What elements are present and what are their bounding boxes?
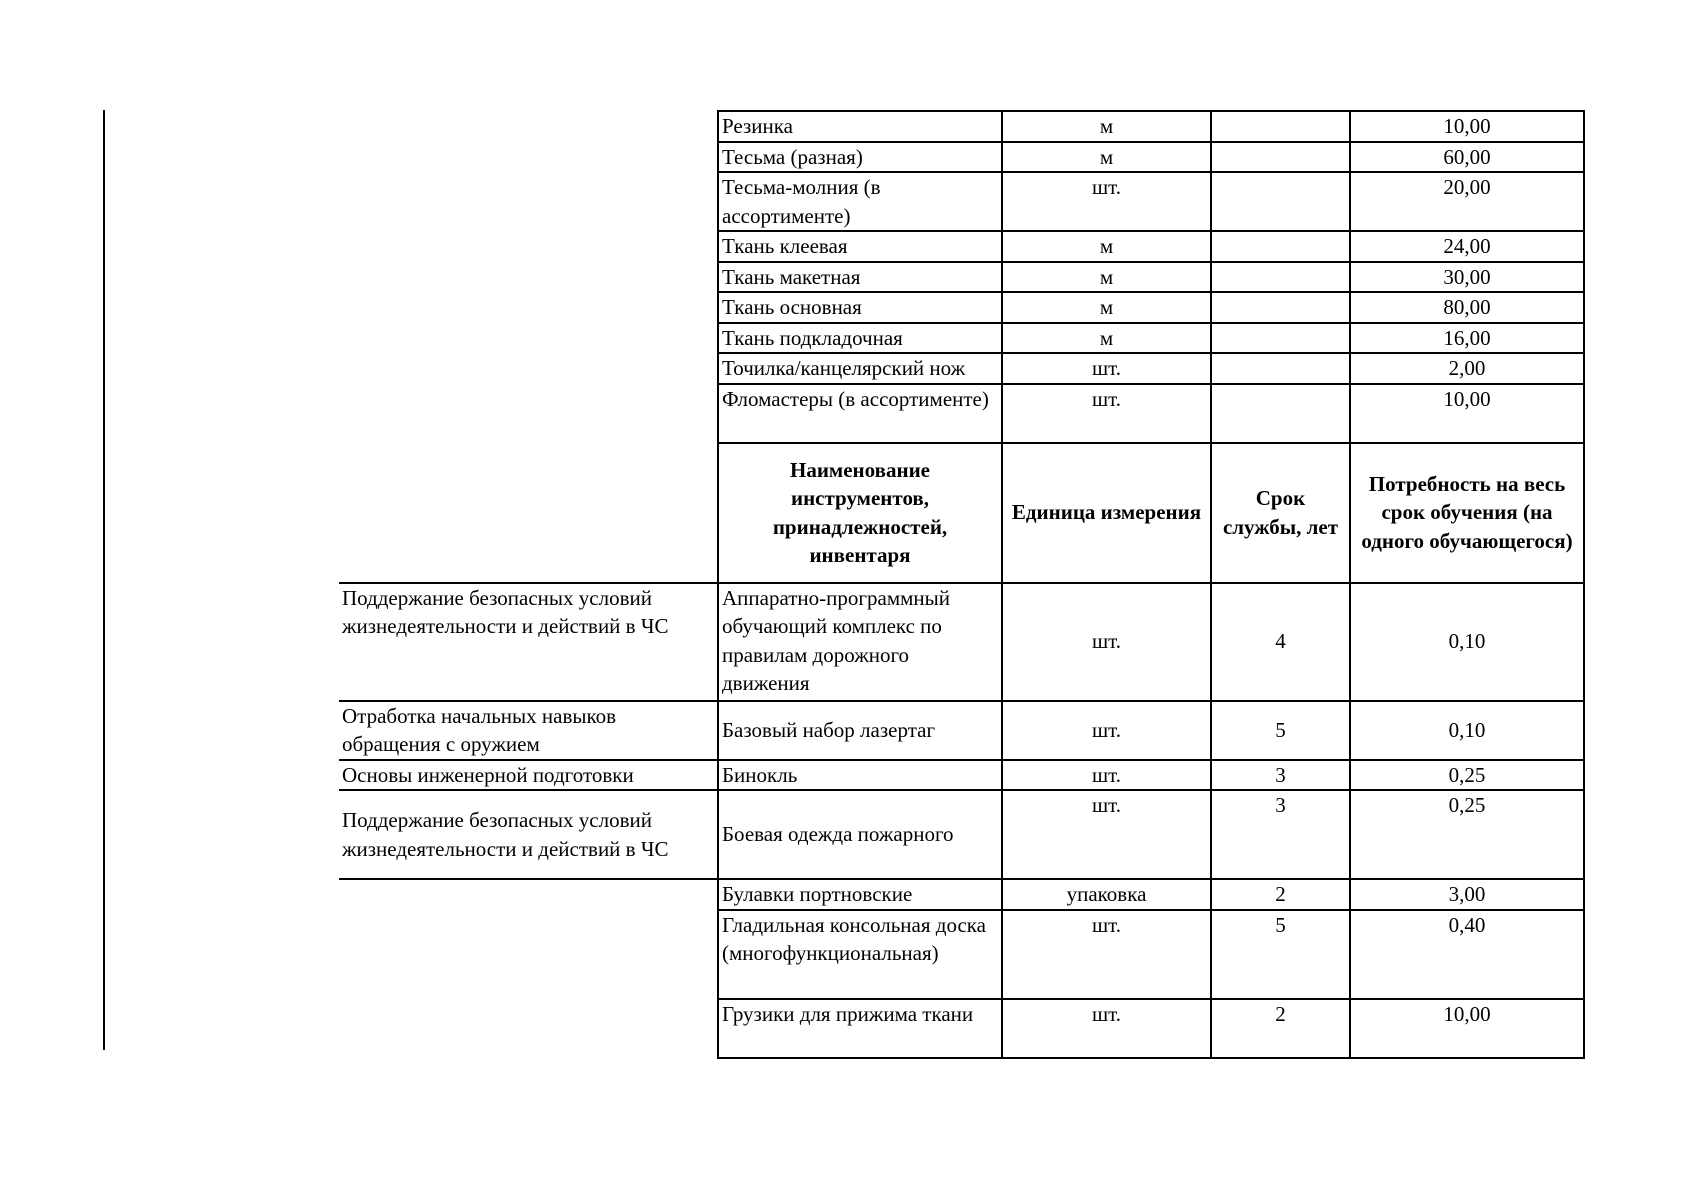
item-service-life: 4 bbox=[1211, 583, 1350, 701]
item-need: 16,00 bbox=[1350, 323, 1584, 354]
table-row bbox=[339, 701, 1584, 760]
section-cell bbox=[339, 879, 718, 1058]
section-cell: Основы инженерной подготовки bbox=[339, 760, 718, 791]
table-row bbox=[339, 111, 1584, 142]
section-cell: Поддержание безопасных условий жизнедеятельности и действий в ЧС bbox=[339, 790, 718, 879]
item-name: Ткань подкладочная bbox=[718, 323, 1002, 354]
item-unit: шт. bbox=[1002, 760, 1211, 791]
item-service-life bbox=[1211, 262, 1350, 293]
item-name: Ткань макетная bbox=[718, 262, 1002, 293]
item-need: 10,00 bbox=[1350, 384, 1584, 443]
item-need: 2,00 bbox=[1350, 353, 1584, 384]
item-service-life bbox=[1211, 292, 1350, 323]
item-need: 24,00 bbox=[1350, 231, 1584, 262]
item-unit: шт. bbox=[1002, 172, 1211, 231]
table-row bbox=[339, 879, 1584, 910]
page-left-rule bbox=[103, 110, 105, 1050]
item-unit: м bbox=[1002, 323, 1211, 354]
item-unit: шт. bbox=[1002, 353, 1211, 384]
item-service-life bbox=[1211, 323, 1350, 354]
header-unit: Единица измерения bbox=[1002, 443, 1211, 583]
item-service-life bbox=[1211, 172, 1350, 231]
item-unit: м bbox=[1002, 231, 1211, 262]
item-name: Ткань основная bbox=[718, 292, 1002, 323]
item-service-life: 5 bbox=[1211, 701, 1350, 760]
item-unit: м bbox=[1002, 262, 1211, 293]
item-service-life: 3 bbox=[1211, 760, 1350, 791]
item-name: Гладильная консольная доска (многофункциональная) bbox=[718, 910, 1002, 999]
item-service-life: 5 bbox=[1211, 910, 1350, 999]
item-service-life bbox=[1211, 231, 1350, 262]
item-need: 0,10 bbox=[1350, 701, 1584, 760]
section-cell bbox=[339, 111, 718, 583]
header-name: Наименование инструментов, принадлежностей, инвентаря bbox=[718, 443, 1002, 583]
item-name: Точилка/канцелярский нож bbox=[718, 353, 1002, 384]
header-need: Потребность на весь срок обучения (на одного обучающегося) bbox=[1350, 443, 1584, 583]
item-need: 20,00 bbox=[1350, 172, 1584, 231]
item-name: Грузики для прижима ткани bbox=[718, 999, 1002, 1058]
table-row bbox=[339, 760, 1584, 791]
item-name: Аппаратно-программный обучающий комплекс по правилам дорожного движения bbox=[718, 583, 1002, 701]
item-name: Тесьма (разная) bbox=[718, 142, 1002, 173]
section-cell: Отработка начальных навыков обращения с оружием bbox=[339, 701, 718, 760]
item-service-life bbox=[1211, 111, 1350, 142]
item-name: Боевая одежда пожарного bbox=[718, 790, 1002, 879]
item-unit: шт. bbox=[1002, 583, 1211, 701]
item-need: 80,00 bbox=[1350, 292, 1584, 323]
item-name: Бинокль bbox=[718, 760, 1002, 791]
table-row bbox=[339, 583, 1584, 701]
item-unit: шт. bbox=[1002, 384, 1211, 443]
item-name: Булавки портновские bbox=[718, 879, 1002, 910]
item-need: 0,25 bbox=[1350, 790, 1584, 879]
equipment-table bbox=[339, 110, 1585, 1059]
item-need: 60,00 bbox=[1350, 142, 1584, 173]
item-need: 30,00 bbox=[1350, 262, 1584, 293]
item-service-life: 2 bbox=[1211, 879, 1350, 910]
item-unit: м bbox=[1002, 111, 1211, 142]
item-need: 3,00 bbox=[1350, 879, 1584, 910]
item-service-life bbox=[1211, 384, 1350, 443]
section-cell: Поддержание безопасных условий жизнедеятельности и действий в ЧС bbox=[339, 583, 718, 701]
item-need: 10,00 bbox=[1350, 111, 1584, 142]
table-row bbox=[339, 790, 1584, 879]
item-unit: шт. bbox=[1002, 790, 1211, 879]
item-need: 0,10 bbox=[1350, 583, 1584, 701]
item-unit: м bbox=[1002, 292, 1211, 323]
item-name: Фломастеры (в ассортименте) bbox=[718, 384, 1002, 443]
item-unit: шт. bbox=[1002, 999, 1211, 1058]
item-need: 0,25 bbox=[1350, 760, 1584, 791]
item-need: 0,40 bbox=[1350, 910, 1584, 999]
item-service-life: 3 bbox=[1211, 790, 1350, 879]
item-name: Ткань клеевая bbox=[718, 231, 1002, 262]
item-name: Тесьма-молния (в ассортименте) bbox=[718, 172, 1002, 231]
item-unit: шт. bbox=[1002, 701, 1211, 760]
item-unit: шт. bbox=[1002, 910, 1211, 999]
item-unit: упаковка bbox=[1002, 879, 1211, 910]
item-service-life bbox=[1211, 142, 1350, 173]
item-name: Базовый набор лазертаг bbox=[718, 701, 1002, 760]
item-unit: м bbox=[1002, 142, 1211, 173]
item-need: 10,00 bbox=[1350, 999, 1584, 1058]
item-service-life: 2 bbox=[1211, 999, 1350, 1058]
item-service-life bbox=[1211, 353, 1350, 384]
item-name: Резинка bbox=[718, 111, 1002, 142]
header-service-life: Срок службы, лет bbox=[1211, 443, 1350, 583]
